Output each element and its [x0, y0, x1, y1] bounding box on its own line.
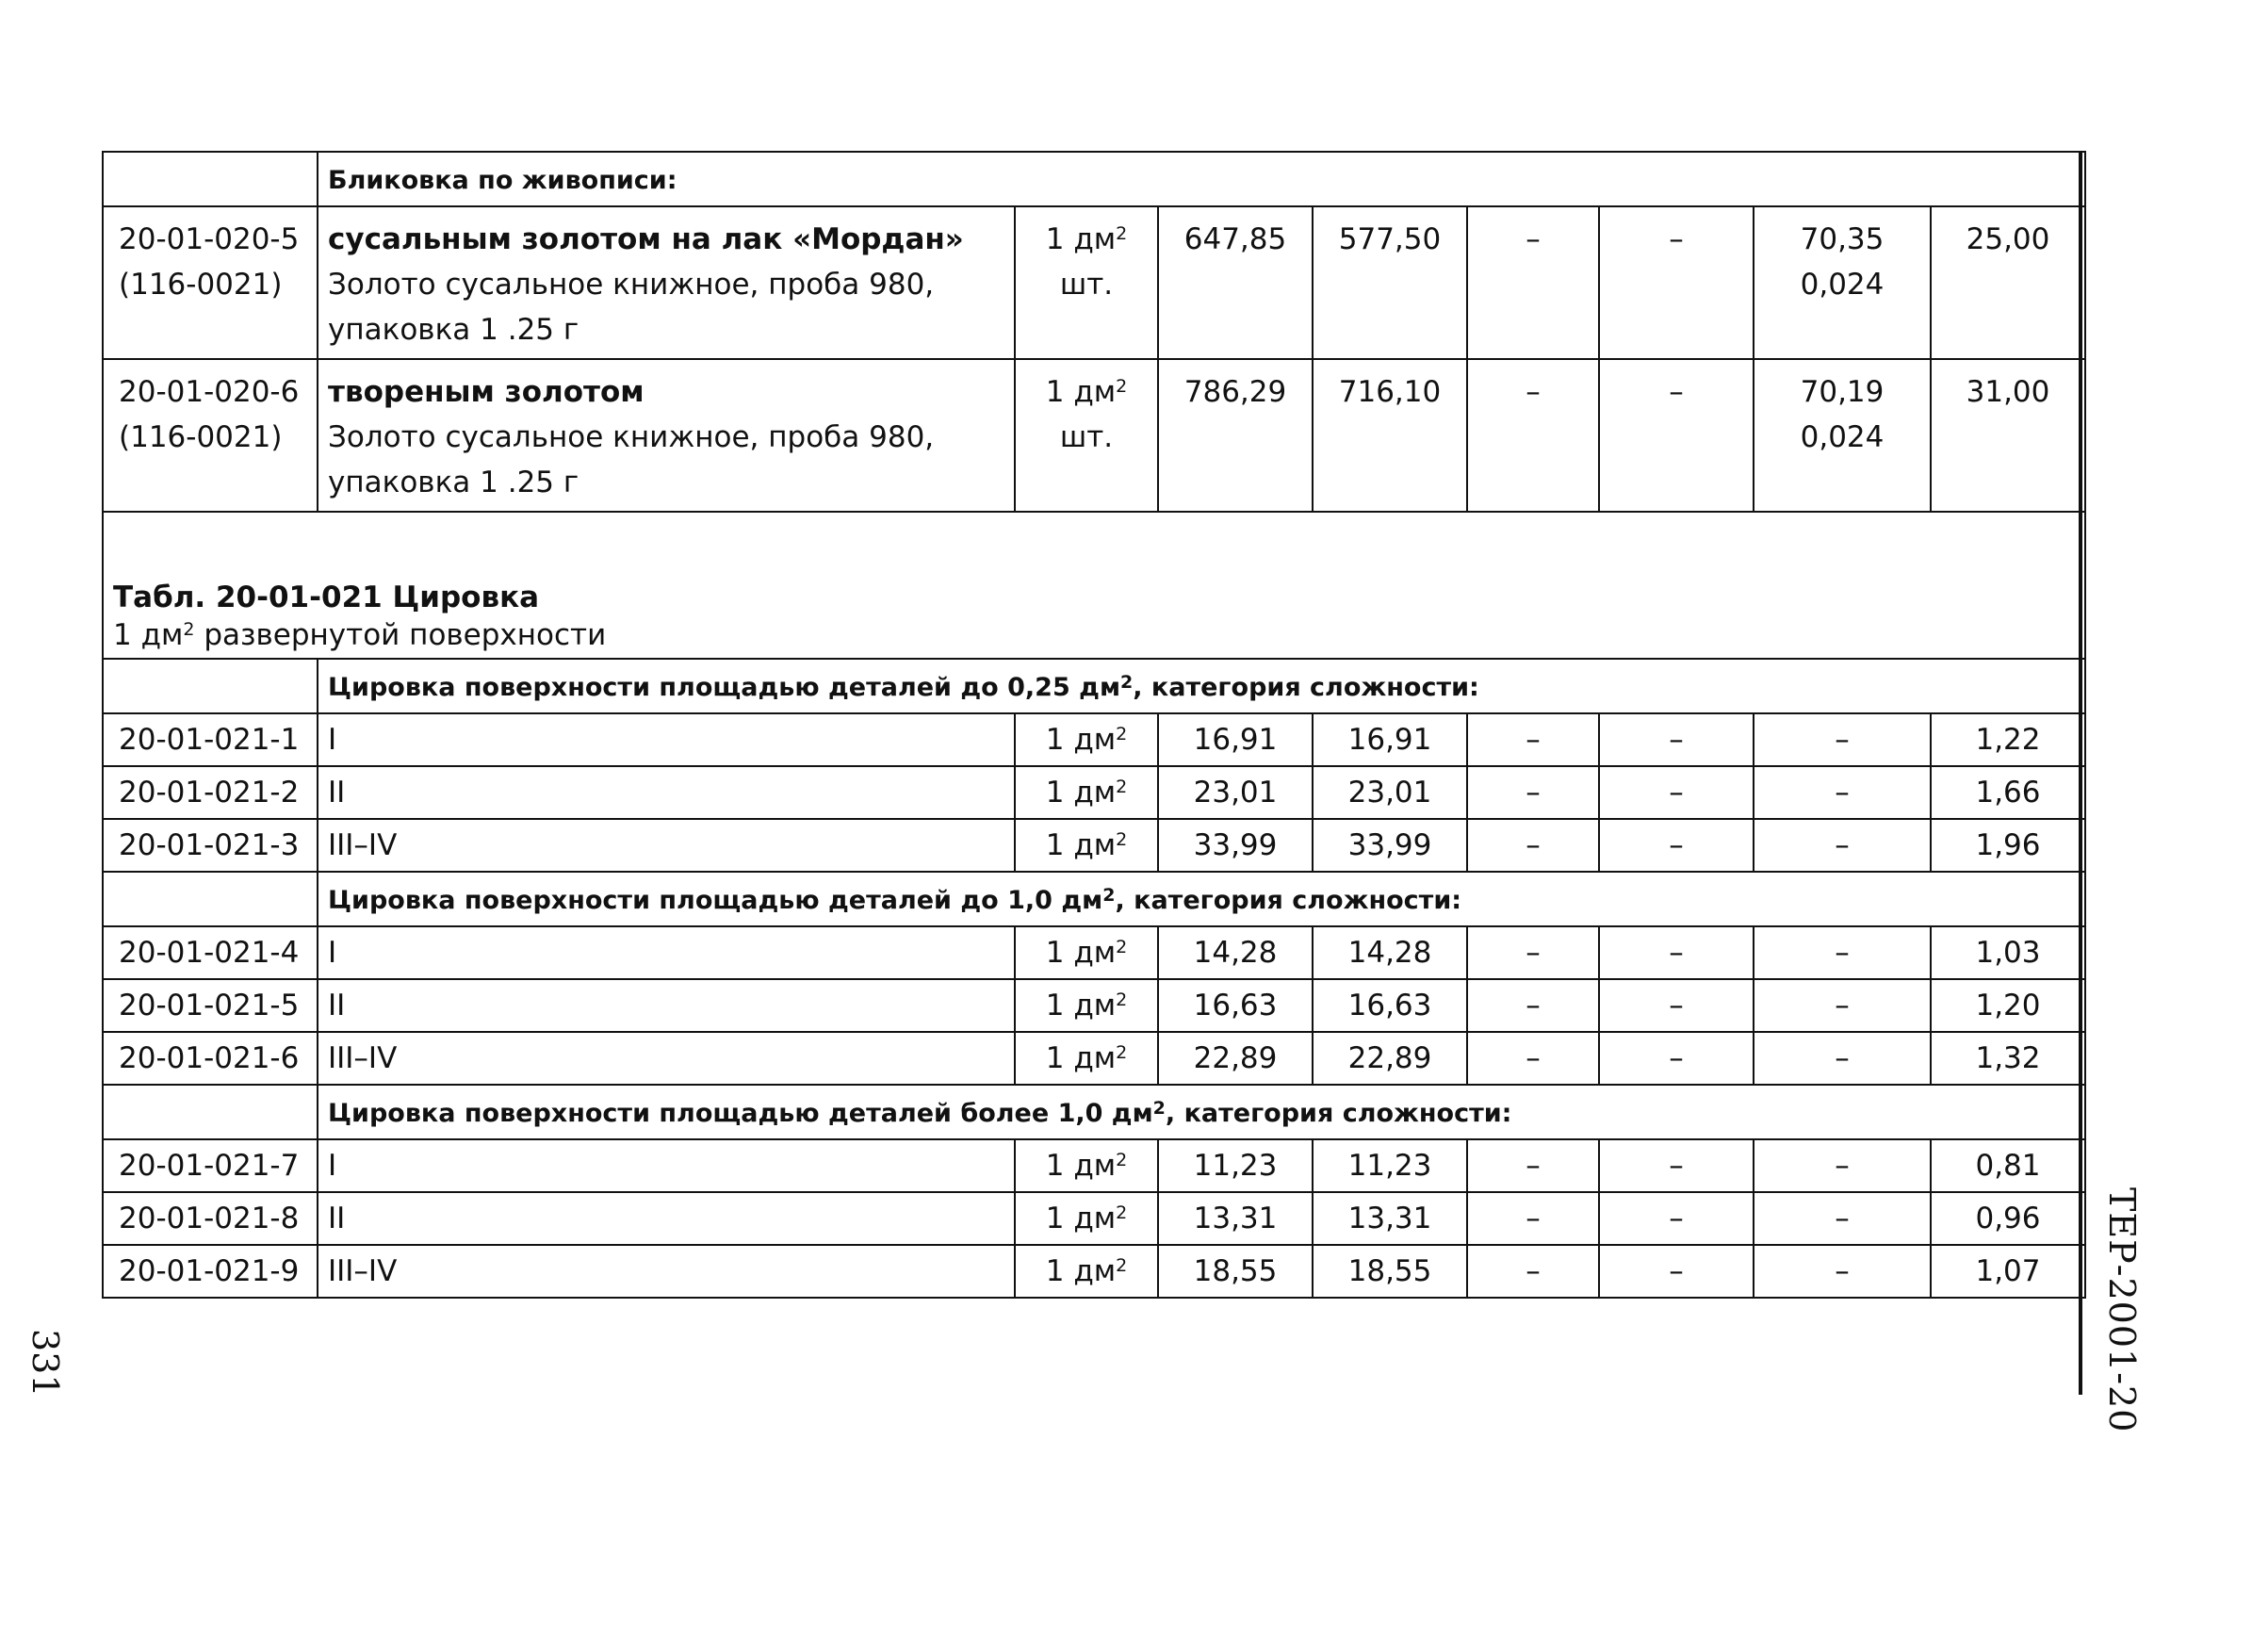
- complexity-category: II: [318, 1192, 1015, 1245]
- value-cell: –: [1754, 1139, 1931, 1192]
- rate-code-cell: [103, 359, 318, 512]
- value-cell: 16,63: [1313, 979, 1467, 1032]
- unit: 1 $дм^2$: [1015, 1032, 1158, 1085]
- value-cell: –: [1599, 206, 1754, 359]
- unit-secondary: шт.: [1059, 420, 1114, 454]
- group-code-cell: [103, 1085, 318, 1139]
- value-cell: –: [1754, 1245, 1931, 1298]
- table-row: [103, 1139, 2085, 1192]
- rate-code: 20-01-021-3: [103, 819, 318, 872]
- material-description: Золото сусальное книжное, проба 980, упаковка 1 .25 г: [328, 268, 935, 347]
- work-title: твореным золотом: [328, 375, 645, 409]
- group-header-row: [103, 1085, 2085, 1139]
- group-code-cell: [103, 659, 318, 713]
- value-cell: –: [1599, 819, 1754, 872]
- table-row: [103, 766, 2085, 819]
- value-cell: –: [1467, 1245, 1599, 1298]
- value-cell: 11,23: [1158, 1139, 1313, 1192]
- value-cell: 0,96: [1931, 1192, 2085, 1245]
- value: 70,19: [1800, 375, 1885, 409]
- value-cell: 33,99: [1313, 819, 1467, 872]
- section-subtitle: 1 $дм^2$ развернутой поверхности: [113, 618, 607, 652]
- value-cell: –: [1599, 766, 1754, 819]
- rate-code: 20-01-021-7: [103, 1139, 318, 1192]
- value-cell: 16,91: [1313, 713, 1467, 766]
- unit: 1 $дм^2$: [1015, 1245, 1158, 1298]
- value-cell: –: [1754, 713, 1931, 766]
- value-cell: –: [1599, 979, 1754, 1032]
- rate-code: 20-01-020-5: [119, 222, 300, 256]
- value-cell: 13,31: [1313, 1192, 1467, 1245]
- value-cell: [1754, 359, 1931, 512]
- rate-code: 20-01-021-2: [103, 766, 318, 819]
- value-cell: –: [1599, 1139, 1754, 1192]
- rate-code: 20-01-021-9: [103, 1245, 318, 1298]
- group-title: Бликовка по живописи:: [318, 152, 2085, 206]
- material-description: Золото сусальное книжное, проба 980, упаковка 1 .25 г: [328, 420, 935, 499]
- group-title: Цировка поверхности площадью деталей более 1,0 $дм^2$, категория сложности:: [318, 1085, 2085, 1139]
- value-cell: 23,01: [1313, 766, 1467, 819]
- value-cell: 1,66: [1931, 766, 2085, 819]
- complexity-category: I: [318, 713, 1015, 766]
- unit: 1 $дм^2$: [1015, 713, 1158, 766]
- value-cell: –: [1467, 1139, 1599, 1192]
- resource-code: (116-0021): [119, 420, 283, 454]
- unit: 1 $дм^2$: [1015, 926, 1158, 979]
- value-cell: –: [1754, 766, 1931, 819]
- unit: 1 $дм^2$: [1015, 766, 1158, 819]
- unit-secondary: шт.: [1059, 268, 1114, 302]
- value: 70,35: [1800, 222, 1885, 256]
- value-cell: –: [1599, 359, 1754, 512]
- value-cell: 11,23: [1313, 1139, 1467, 1192]
- work-title: сусальным золотом на лак «Мордан»: [328, 222, 964, 256]
- value-secondary: 0,024: [1800, 268, 1885, 302]
- group-header-row: [103, 152, 2085, 206]
- value-cell: –: [1467, 979, 1599, 1032]
- value-cell: 786,29: [1158, 359, 1313, 512]
- section-title: Табл. 20-01-021 Цировка: [113, 581, 540, 614]
- unit: 1 $дм^2$: [1015, 1139, 1158, 1192]
- value-cell: –: [1599, 1245, 1754, 1298]
- value-cell: –: [1467, 766, 1599, 819]
- complexity-category: III–IV: [318, 1032, 1015, 1085]
- table-row: [103, 819, 2085, 872]
- rate-code: 20-01-021-6: [103, 1032, 318, 1085]
- unit-cell: [1015, 206, 1158, 359]
- value-cell: –: [1467, 713, 1599, 766]
- value-cell: –: [1754, 1032, 1931, 1085]
- group-code-cell: [103, 152, 318, 206]
- complexity-category: I: [318, 1139, 1015, 1192]
- value-cell: 18,55: [1158, 1245, 1313, 1298]
- value-cell: 1,32: [1931, 1032, 2085, 1085]
- unit: 1 $дм^2$: [1015, 1192, 1158, 1245]
- value-cell: 22,89: [1313, 1032, 1467, 1085]
- table-row: [103, 1192, 2085, 1245]
- value-cell: 25,00: [1931, 206, 2085, 359]
- group-header-row: [103, 872, 2085, 926]
- value-cell: –: [1599, 1032, 1754, 1085]
- value-cell: –: [1754, 1192, 1931, 1245]
- value-cell: –: [1467, 359, 1599, 512]
- group-header-row: [103, 659, 2085, 713]
- value-cell: 1,96: [1931, 819, 2085, 872]
- complexity-category: II: [318, 979, 1015, 1032]
- value-cell: 1,20: [1931, 979, 2085, 1032]
- value-cell: –: [1754, 979, 1931, 1032]
- value-cell: 18,55: [1313, 1245, 1467, 1298]
- value-cell: –: [1467, 819, 1599, 872]
- section-heading-cell: [103, 512, 2085, 659]
- rates-table: [102, 151, 2086, 1299]
- value-cell: –: [1599, 1192, 1754, 1245]
- rate-code: 20-01-021-5: [103, 979, 318, 1032]
- rate-code: 20-01-021-4: [103, 926, 318, 979]
- value-cell: 14,28: [1313, 926, 1467, 979]
- value-cell: 23,01: [1158, 766, 1313, 819]
- value-cell: 1,22: [1931, 713, 2085, 766]
- value-cell: 33,99: [1158, 819, 1313, 872]
- value-cell: 13,31: [1158, 1192, 1313, 1245]
- table-row: [103, 1032, 2085, 1085]
- table-row: [103, 713, 2085, 766]
- value-cell: 577,50: [1313, 206, 1467, 359]
- value-cell: –: [1467, 926, 1599, 979]
- value-cell: 0,81: [1931, 1139, 2085, 1192]
- value-cell: 1,07: [1931, 1245, 2085, 1298]
- rate-code: 20-01-021-1: [103, 713, 318, 766]
- value-cell: 31,00: [1931, 359, 2085, 512]
- unit-cell: [1015, 359, 1158, 512]
- unit: 1 $дм^2$: [1015, 979, 1158, 1032]
- right-margin-rule: [2079, 151, 2082, 1395]
- page-number: 331: [24, 1329, 66, 1398]
- value-cell: –: [1467, 1192, 1599, 1245]
- value-cell: –: [1754, 926, 1931, 979]
- value-cell: 1,03: [1931, 926, 2085, 979]
- value-cell: 16,91: [1158, 713, 1313, 766]
- value-cell: 716,10: [1313, 359, 1467, 512]
- unit: 1 $дм^2$: [1045, 222, 1128, 256]
- rate-code: 20-01-020-6: [119, 375, 300, 409]
- value-cell: –: [1599, 713, 1754, 766]
- unit: 1 $дм^2$: [1045, 375, 1128, 409]
- section-spacer: [113, 513, 2075, 579]
- unit: 1 $дм^2$: [1015, 819, 1158, 872]
- rate-code-cell: [103, 206, 318, 359]
- table-row: [103, 979, 2085, 1032]
- value-cell: 16,63: [1158, 979, 1313, 1032]
- resource-code: (116-0021): [119, 268, 283, 302]
- rate-code: 20-01-021-8: [103, 1192, 318, 1245]
- table-row: [103, 1245, 2085, 1298]
- work-name-cell: [318, 359, 1015, 512]
- complexity-category: III–IV: [318, 1245, 1015, 1298]
- section-heading-row: [103, 512, 2085, 659]
- value-cell: [1754, 206, 1931, 359]
- complexity-category: III–IV: [318, 819, 1015, 872]
- value-cell: 647,85: [1158, 206, 1313, 359]
- value-secondary: 0,024: [1800, 420, 1885, 454]
- value-cell: –: [1599, 926, 1754, 979]
- table-row: [103, 359, 2085, 512]
- complexity-category: I: [318, 926, 1015, 979]
- group-code-cell: [103, 872, 318, 926]
- value-cell: –: [1467, 1032, 1599, 1085]
- rates-table-wrapper: [102, 151, 2084, 1299]
- table-row: [103, 206, 2085, 359]
- group-title: Цировка поверхности площадью деталей до 1,0 $дм^2$, категория сложности:: [318, 872, 2085, 926]
- value-cell: –: [1467, 206, 1599, 359]
- complexity-category: II: [318, 766, 1015, 819]
- value-cell: 22,89: [1158, 1032, 1313, 1085]
- table-row: [103, 926, 2085, 979]
- document-id: ТЕР-2001-20: [2101, 1187, 2143, 1433]
- work-name-cell: [318, 206, 1015, 359]
- group-title: Цировка поверхности площадью деталей до 0,25 $дм^2$, категория сложности:: [318, 659, 2085, 713]
- value-cell: –: [1754, 819, 1931, 872]
- value-cell: 14,28: [1158, 926, 1313, 979]
